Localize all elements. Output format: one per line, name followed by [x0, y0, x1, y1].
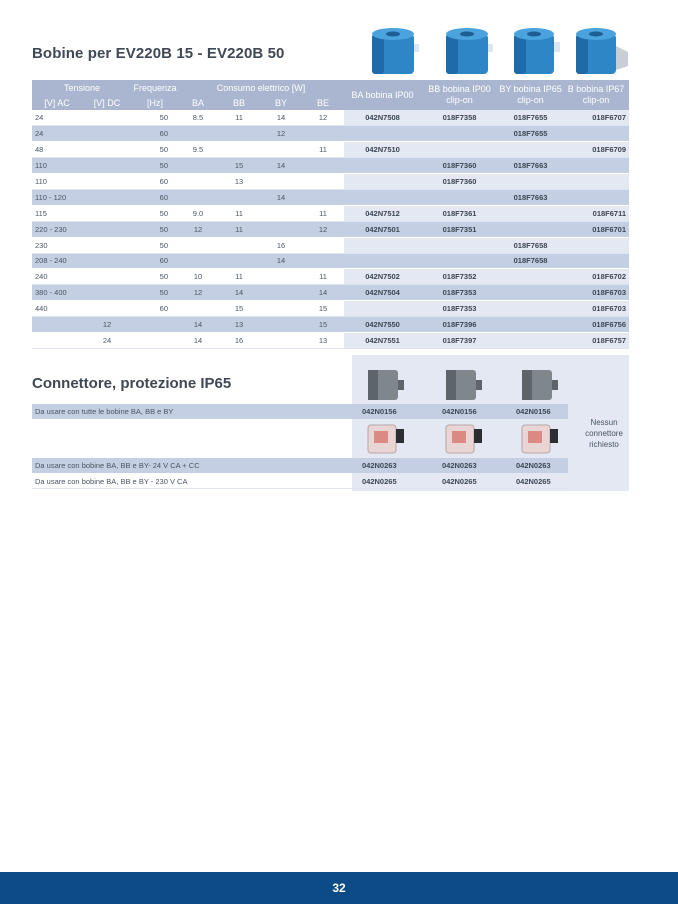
header-bb-bobina: BB bobina IP00 clip-on: [421, 80, 498, 110]
cell-voltage-dc: [82, 205, 132, 221]
cell-voltage-ac: 230: [32, 237, 82, 253]
cell-power-ba: 14: [178, 317, 218, 333]
cell-power-ba: 12: [178, 221, 218, 237]
cell-power-bb: [218, 189, 260, 205]
header-frequenza: Frequenza: [132, 80, 178, 95]
connector-led-image: [362, 419, 406, 457]
bb-coil-image: [440, 22, 500, 80]
header-ba: BA: [178, 95, 218, 110]
cell-voltage-dc: [82, 126, 132, 142]
cell-code-bb: 018F7396: [421, 317, 498, 333]
cell-voltage-dc: [82, 301, 132, 317]
cell-power-be: 15: [302, 301, 344, 317]
cell-frequency: 50: [132, 237, 178, 253]
cell-voltage-ac: 110 - 120: [32, 189, 82, 205]
cell-code-by: 018F7658: [498, 253, 563, 269]
cell-voltage-ac: [32, 317, 82, 333]
cell-code-bb: 018F7351: [421, 221, 498, 237]
cell-code-ba: [344, 158, 421, 174]
table-row: [32, 285, 629, 301]
cell-code-b: 018F6707: [563, 110, 629, 126]
cell-voltage-ac: 440: [32, 301, 82, 317]
cell-power-be: 12: [302, 110, 344, 126]
cell-code-b: [563, 158, 629, 174]
table-row: [32, 174, 629, 190]
connector-code: 042N0156: [516, 407, 551, 416]
connector-row-1-label: Da usare con tutte le bobine BA, BB e BY: [35, 407, 174, 416]
table-row: [32, 332, 629, 348]
cell-power-by: 16: [260, 237, 302, 253]
table-row: [32, 301, 629, 317]
cell-power-bb: [218, 142, 260, 158]
cell-voltage-dc: [82, 285, 132, 301]
cell-power-bb: [218, 126, 260, 142]
cell-power-ba: 14: [178, 332, 218, 348]
cell-voltage-dc: 24: [82, 332, 132, 348]
header-by: BY: [260, 95, 302, 110]
cell-code-by: [498, 269, 563, 285]
cell-voltage-dc: [82, 110, 132, 126]
cell-power-by: 14: [260, 189, 302, 205]
connector-row-2-label: Da usare con bobine BA, BB e BY- 24 V CA + CC: [35, 461, 200, 470]
cell-code-by: 018F7655: [498, 110, 563, 126]
cell-code-b: [563, 126, 629, 142]
cell-voltage-ac: 220 - 230: [32, 221, 82, 237]
cell-voltage-ac: 24: [32, 110, 82, 126]
connector-row-3-label: Da usare con bobine BA, BB e BY - 230 V CA: [35, 477, 188, 486]
header-b-bobina: B bobina IP67 clip-on: [563, 80, 629, 110]
cell-power-ba: [178, 253, 218, 269]
page-number: 32: [332, 881, 346, 895]
cell-power-be: 13: [302, 332, 344, 348]
cell-power-bb: 13: [218, 174, 260, 190]
cell-power-bb: 11: [218, 269, 260, 285]
cell-power-be: [302, 189, 344, 205]
table-row: [32, 269, 629, 285]
cell-power-ba: 12: [178, 285, 218, 301]
connector-led-image: [440, 419, 484, 457]
cell-power-be: 15: [302, 317, 344, 333]
cell-code-b: 018F6711: [563, 205, 629, 221]
cell-voltage-ac: 48: [32, 142, 82, 158]
header-by-bobina: BY bobina IP65 clip-on: [498, 80, 563, 110]
b-coil-image: [572, 22, 632, 80]
connector-row-3: [32, 474, 568, 489]
cell-code-ba: 042N7550: [344, 317, 421, 333]
connector-042N0156-image: [440, 366, 484, 404]
cell-power-ba: [178, 158, 218, 174]
cell-power-bb: [218, 237, 260, 253]
cell-power-ba: 8.5: [178, 110, 218, 126]
cell-code-ba: 042N7504: [344, 285, 421, 301]
no-connector-note: Nessun connettore richiesto: [585, 418, 623, 449]
cell-power-bb: 11: [218, 205, 260, 221]
cell-power-be: 11: [302, 142, 344, 158]
cell-frequency: 50: [132, 285, 178, 301]
cell-voltage-dc: 12: [82, 317, 132, 333]
cell-voltage-ac: [32, 332, 82, 348]
cell-code-b: [563, 189, 629, 205]
cell-code-b: 018F6701: [563, 221, 629, 237]
cell-power-bb: 11: [218, 110, 260, 126]
cell-power-be: [302, 158, 344, 174]
cell-code-b: 018F6702: [563, 269, 629, 285]
cell-power-be: 14: [302, 285, 344, 301]
cell-voltage-dc: [82, 269, 132, 285]
cell-code-by: 018F7655: [498, 126, 563, 142]
cell-frequency: 50: [132, 269, 178, 285]
cell-code-b: 018F6757: [563, 332, 629, 348]
cell-frequency: [132, 317, 178, 333]
cell-power-by: 14: [260, 158, 302, 174]
cell-code-b: [563, 174, 629, 190]
cell-frequency: 50: [132, 158, 178, 174]
cell-code-bb: 018F7358: [421, 110, 498, 126]
cell-power-ba: [178, 237, 218, 253]
cell-power-bb: 16: [218, 332, 260, 348]
connector-code: 042N0156: [362, 407, 397, 416]
table-row: [32, 126, 629, 142]
cell-code-by: 018F7658: [498, 237, 563, 253]
cell-code-bb: 018F7353: [421, 301, 498, 317]
cell-power-bb: 15: [218, 301, 260, 317]
cell-frequency: 50: [132, 205, 178, 221]
cell-power-ba: 9.5: [178, 142, 218, 158]
footer-bar: [0, 872, 678, 904]
connector-row-1: [32, 404, 568, 419]
cell-code-by: [498, 301, 563, 317]
cell-code-by: [498, 142, 563, 158]
cell-voltage-dc: [82, 237, 132, 253]
cell-code-by: [498, 174, 563, 190]
cell-power-by: [260, 269, 302, 285]
connector-code: 042N0265: [362, 477, 397, 486]
cell-code-ba: 042N7551: [344, 332, 421, 348]
cell-code-ba: [344, 126, 421, 142]
cell-code-ba: 042N7508: [344, 110, 421, 126]
cell-power-ba: [178, 189, 218, 205]
cell-code-ba: [344, 301, 421, 317]
cell-code-b: 018F6703: [563, 285, 629, 301]
cell-code-bb: [421, 142, 498, 158]
cell-code-ba: 042N7512: [344, 205, 421, 221]
by-coil-image: [508, 22, 568, 80]
cell-code-bb: [421, 189, 498, 205]
cell-code-b: [563, 253, 629, 269]
table-row: [32, 158, 629, 174]
cell-power-be: 11: [302, 269, 344, 285]
table-row: [32, 110, 629, 126]
cell-code-by: [498, 285, 563, 301]
cell-power-by: [260, 332, 302, 348]
cell-power-by: 14: [260, 253, 302, 269]
header-tensione: Tensione: [32, 80, 132, 95]
cell-frequency: 50: [132, 221, 178, 237]
cell-code-bb: 018F7361: [421, 205, 498, 221]
cell-code-ba: 042N7502: [344, 269, 421, 285]
header-be: BE: [302, 95, 344, 110]
cell-power-by: [260, 205, 302, 221]
cell-power-bb: 11: [218, 221, 260, 237]
connector-row-2: [32, 458, 568, 473]
cell-power-be: 12: [302, 221, 344, 237]
cell-power-by: [260, 317, 302, 333]
cell-voltage-ac: 24: [32, 126, 82, 142]
cell-power-bb: 15: [218, 158, 260, 174]
header-vac: [V] AC: [32, 95, 82, 110]
table-row: [32, 237, 629, 253]
cell-power-by: [260, 285, 302, 301]
cell-code-by: [498, 221, 563, 237]
header-hz: [Hz]: [132, 95, 178, 110]
cell-power-be: [302, 174, 344, 190]
table-row: [32, 189, 629, 205]
cell-code-ba: 042N7501: [344, 221, 421, 237]
cell-power-ba: 9.0: [178, 205, 218, 221]
cell-frequency: 60: [132, 301, 178, 317]
cell-voltage-ac: 240: [32, 269, 82, 285]
header-consumo: Consumo elettrico [W]: [178, 80, 344, 95]
cell-code-ba: [344, 253, 421, 269]
cell-power-ba: [178, 126, 218, 142]
connector-code: 042N0265: [516, 477, 551, 486]
cell-voltage-ac: 110: [32, 174, 82, 190]
cell-code-bb: [421, 253, 498, 269]
cell-power-ba: [178, 174, 218, 190]
cell-code-b: [563, 237, 629, 253]
cell-code-ba: [344, 189, 421, 205]
cell-power-be: [302, 237, 344, 253]
ba-coil-image: [366, 22, 426, 80]
page-title: Bobine per EV220B 15 - EV220B 50: [32, 45, 285, 62]
table-row: [32, 253, 629, 269]
cell-code-by: [498, 317, 563, 333]
cell-power-ba: [178, 301, 218, 317]
cell-code-b: 018F6703: [563, 301, 629, 317]
cell-code-bb: 018F7352: [421, 269, 498, 285]
connector-led-image: [516, 419, 560, 457]
connector-code: 042N0263: [362, 461, 397, 470]
cell-code-by: 018F7663: [498, 189, 563, 205]
cell-frequency: 50: [132, 110, 178, 126]
connector-code: 042N0265: [442, 477, 477, 486]
connector-code: 042N0263: [442, 461, 477, 470]
cell-voltage-dc: [82, 253, 132, 269]
cell-voltage-dc: [82, 158, 132, 174]
cell-frequency: 50: [132, 142, 178, 158]
cell-voltage-ac: 208 - 240: [32, 253, 82, 269]
connector-title: Connettore, protezione IP65: [32, 375, 232, 392]
cell-voltage-dc: [82, 221, 132, 237]
cell-power-by: [260, 174, 302, 190]
cell-voltage-ac: 115: [32, 205, 82, 221]
cell-power-be: [302, 253, 344, 269]
cell-code-bb: 018F7397: [421, 332, 498, 348]
table-row: [32, 205, 629, 221]
cell-code-b: 018F6756: [563, 317, 629, 333]
cell-power-bb: 14: [218, 285, 260, 301]
coil-table: [32, 80, 629, 349]
connector-code: 042N0263: [516, 461, 551, 470]
connector-code: 042N0156: [442, 407, 477, 416]
table-row: [32, 221, 629, 237]
cell-code-ba: 042N7510: [344, 142, 421, 158]
connector-042N0156-image: [516, 366, 560, 404]
cell-power-by: 12: [260, 126, 302, 142]
cell-code-by: [498, 332, 563, 348]
cell-power-bb: [218, 253, 260, 269]
header-vdc: [V] DC: [82, 95, 132, 110]
cell-code-bb: 018F7360: [421, 158, 498, 174]
cell-code-bb: 018F7353: [421, 285, 498, 301]
cell-frequency: [132, 332, 178, 348]
cell-code-ba: [344, 237, 421, 253]
cell-frequency: 60: [132, 253, 178, 269]
cell-voltage-dc: [82, 189, 132, 205]
cell-power-bb: 13: [218, 317, 260, 333]
connector-042N0156-image: [362, 366, 406, 404]
cell-code-by: [498, 205, 563, 221]
cell-code-bb: [421, 126, 498, 142]
cell-voltage-dc: [82, 142, 132, 158]
cell-power-be: [302, 126, 344, 142]
cell-power-be: 11: [302, 205, 344, 221]
cell-voltage-dc: [82, 174, 132, 190]
table-row: [32, 142, 629, 158]
cell-frequency: 60: [132, 126, 178, 142]
table-row: [32, 317, 629, 333]
cell-code-b: 018F6709: [563, 142, 629, 158]
cell-power-by: [260, 301, 302, 317]
cell-frequency: 60: [132, 174, 178, 190]
cell-power-by: [260, 142, 302, 158]
cell-power-by: [260, 221, 302, 237]
cell-code-ba: [344, 174, 421, 190]
cell-voltage-ac: 380 - 400: [32, 285, 82, 301]
cell-power-ba: 10: [178, 269, 218, 285]
cell-code-bb: [421, 237, 498, 253]
cell-voltage-ac: 110: [32, 158, 82, 174]
header-bb: BB: [218, 95, 260, 110]
cell-frequency: 60: [132, 189, 178, 205]
cell-code-by: 018F7663: [498, 158, 563, 174]
cell-power-by: 14: [260, 110, 302, 126]
cell-code-bb: 018F7360: [421, 174, 498, 190]
header-ba-bobina: BA bobina IP00: [344, 80, 421, 110]
